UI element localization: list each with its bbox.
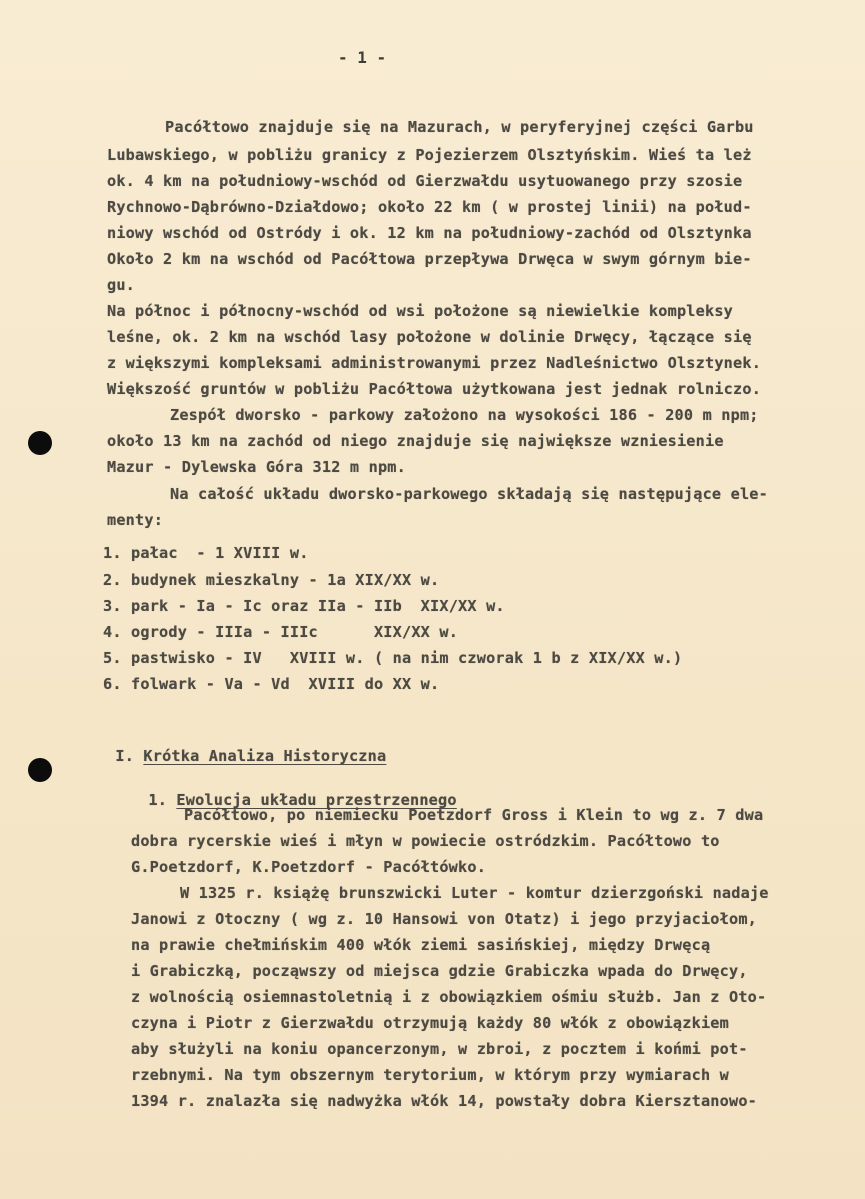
- text-line: i Grabiczką, począwszy od miejsca gdzie Grabiczka wpada do Drwęcy,: [131, 962, 748, 980]
- section-heading-title: Krótka Analiza Historyczna: [143, 747, 387, 765]
- text-line: niowy wschód od Ostródy i ok. 12 km na południowy-zachód od Olsztynka: [107, 224, 752, 242]
- text-line: 5. pastwisko - IV XVIII w. ( na nim czworak 1 b z XIX/XX w.): [103, 649, 683, 667]
- text-line: 3. park - Ia - Ic oraz IIa - IIb XIX/XX w.: [103, 597, 505, 615]
- text-line: aby służyli na koniu opancerzonym, w zbroi, z pocztem i końmi pot-: [131, 1040, 748, 1058]
- text-line: Na północ i północny-wschód od wsi położone są niewielkie kompleksy: [107, 302, 734, 320]
- text-line: czyna i Piotr z Gierzwałdu otrzymują każdy 80 włók z obowiązkiem: [131, 1014, 729, 1032]
- text-line: 1. pałac - 1 XVIII w.: [103, 544, 309, 562]
- text-line: dobra rycerskie wieś i młyn w powiecie ostródzkim. Pacółtowo to: [131, 832, 720, 850]
- section-heading-number: I.: [115, 747, 144, 765]
- subsection-heading-number: 1.: [148, 791, 177, 809]
- text-line: z wolnością osiemnastoletnią i z obowiązkiem ośmiu służb. Jan z Oto-: [131, 988, 767, 1006]
- text-line: 6. folwark - Va - Vd XVIII do XX w.: [103, 675, 440, 693]
- text-line: na prawie chełmińskim 400 włók ziemi sasińskiej, między Drwęcą: [131, 936, 711, 954]
- text-line: gu.: [107, 276, 136, 294]
- text-line: 2. budynek mieszkalny - 1a XIX/XX w.: [103, 571, 440, 589]
- text-line: menty:: [107, 511, 164, 529]
- text-line: Rychnowo-Dąbrówno-Działdowo; około 22 km ( w prostej linii) na połud-: [107, 198, 752, 216]
- text-line: Większość gruntów w pobliżu Pacółtowa użytkowana jest jednak rolniczo.: [107, 380, 762, 398]
- page-number: - 1 -: [338, 48, 387, 67]
- text-line: Pacółtowo, po niemiecku Poetzdorf Gross i Klein to wg z. 7 dwa: [184, 806, 764, 824]
- text-line: rzebnymi. Na tym obszernym terytorium, w którym przy wymiarach w: [131, 1066, 729, 1084]
- text-line: z większymi kompleksami administrowanymi przez Nadleśnictwo Olsztynek.: [107, 354, 762, 372]
- text-line: G.Poetzdorf, K.Poetzdorf - Pacółtówko.: [131, 858, 487, 876]
- text-line: Zespół dworsko - parkowy założono na wysokości 186 - 200 m npm;: [170, 406, 759, 424]
- text-line: Janowi z Otoczny ( wg z. 10 Hansowi von Otatz) i jego przyjaciołom,: [131, 910, 758, 928]
- text-line: 4. ogrody - IIIa - IIIc XIX/XX w.: [103, 623, 459, 641]
- text-line: Na całość układu dworsko-parkowego składają się następujące ele-: [170, 485, 768, 503]
- subsection-heading-title: Ewolucja układu przestrzennego: [176, 791, 457, 809]
- text-line: W 1325 r. książę brunszwicki Luter - komtur dzierzgoński nadaje: [180, 884, 769, 902]
- text-line: Mazur - Dylewska Góra 312 m npm.: [107, 458, 406, 476]
- text-line: około 13 km na zachód od niego znajduje się największe wzniesienie: [107, 432, 724, 450]
- text-line: Około 2 km na wschód od Pacółtowa przepływa Drwęca w swym górnym bie-: [107, 250, 752, 268]
- text-line: leśne, ok. 2 km na wschód lasy położone w dolinie Drwęcy, łączące się: [107, 328, 752, 346]
- text-line: 1394 r. znalazła się nadwyżka włók 14, powstały dobra Kiersztanowo-: [131, 1092, 758, 1110]
- punch-hole-bottom: [28, 758, 52, 782]
- text-line: Pacółtowo znajduje się na Mazurach, w peryferyjnej części Garbu: [165, 118, 754, 136]
- text-line: ok. 4 km na południowy-wschód od Gierzwałdu usytuowanego przy szosie: [107, 172, 743, 190]
- text-line: Lubawskiego, w pobliżu granicy z Pojezierzem Olsztyńskim. Wieś ta leż: [107, 146, 752, 164]
- punch-hole-top: [28, 431, 52, 455]
